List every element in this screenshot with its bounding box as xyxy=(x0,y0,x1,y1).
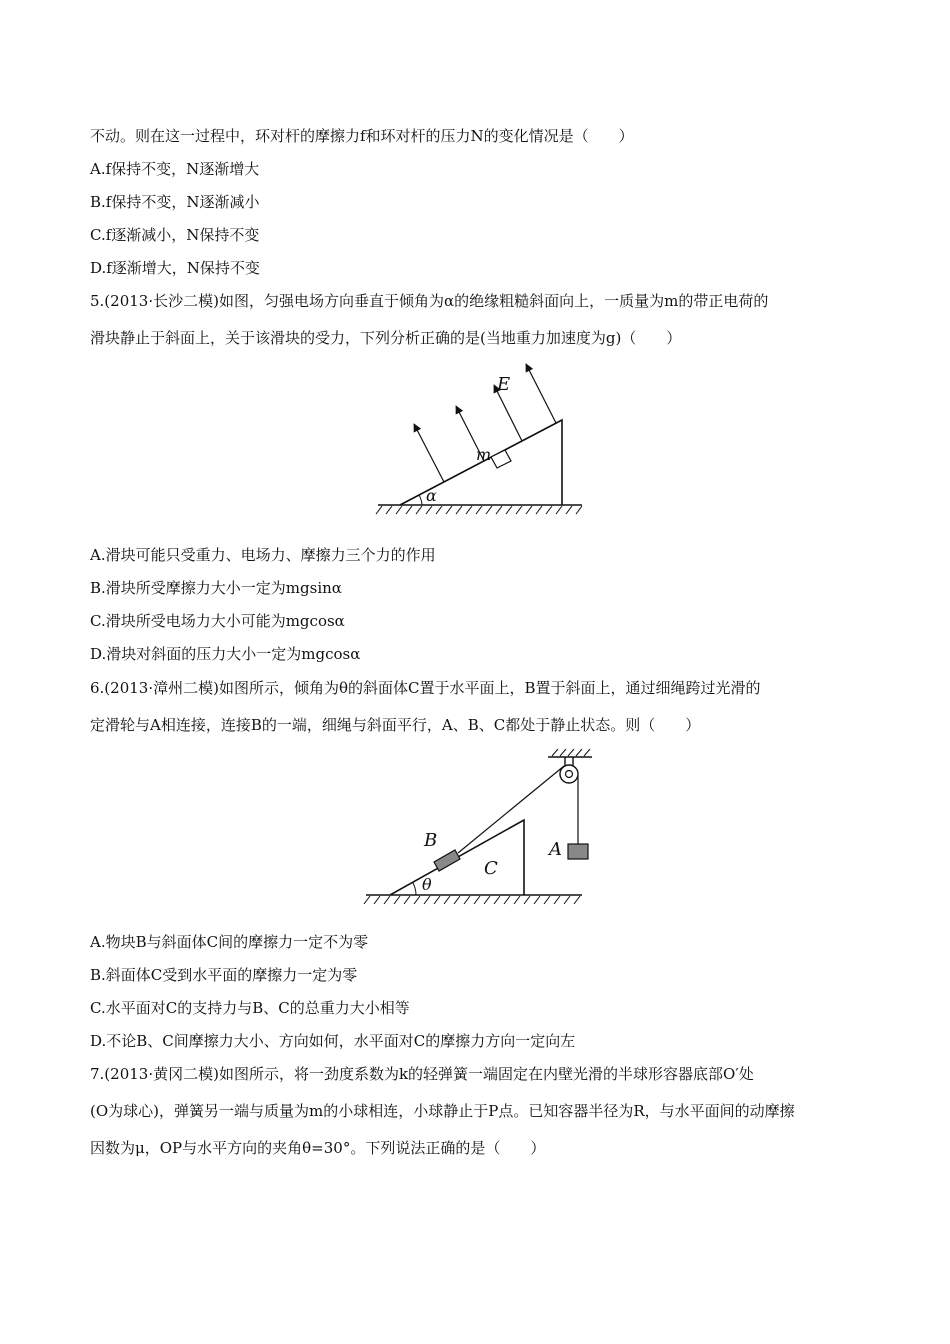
q6-option-d: D.不论B、C间摩擦力大小、方向如何，水平面对C的摩擦力方向一定向左 xyxy=(90,1032,576,1050)
q7-stem-line-1: 7.(2013·黄冈二模)如图所示，将一劲度系数为k的轻弹簧一端固定在内壁光滑的半球形容器底部O′处 xyxy=(90,1065,754,1083)
q5-label-m: m xyxy=(476,445,492,464)
q5-label-e: E xyxy=(497,374,511,395)
q6-option-a: A.物块B与斜面体C间的摩擦力一定不为零 xyxy=(90,933,369,951)
q6-stem-line-2: 定滑轮与A相连接，连接B的一端，细绳与斜面平行，A、B、C都处于静止状态。则（ ） xyxy=(90,716,701,734)
q4-option-d: D.f逐渐增大，N保持不变 xyxy=(90,259,260,277)
q6-label-a: A xyxy=(549,839,562,860)
q4-option-c: C.f逐渐减小，N保持不变 xyxy=(90,226,260,244)
q5-option-d: D.滑块对斜面的压力大小一定为mgcosα xyxy=(90,645,361,663)
q6-label-c: C xyxy=(484,858,498,879)
q6-label-b: B xyxy=(424,830,438,851)
q5-label-alpha: α xyxy=(426,486,437,505)
q4-option-a: A.f保持不变，N逐渐增大 xyxy=(90,160,260,178)
q6-stem-line-1: 6.(2013·漳州二模)如图所示，倾角为θ的斜面体C置于水平面上，B置于斜面上，通过细绳跨过光滑的 xyxy=(90,679,761,697)
q5-option-a: A.滑块可能只受重力、电场力、摩擦力三个力的作用 xyxy=(90,546,436,564)
q5-stem-line-2: 滑块静止于斜面上，关于该滑块的受力，下列分析正确的是(当地重力加速度为g)（ ） xyxy=(90,329,682,347)
q5-option-b: B.滑块所受摩擦力大小一定为mgsinα xyxy=(90,579,342,597)
q5-incline-figure xyxy=(370,358,590,523)
q6-option-b: B.斜面体C受到水平面的摩擦力一定为零 xyxy=(90,966,358,984)
q4-option-b: B.f保持不变，N逐渐减小 xyxy=(90,193,260,211)
q4-stem-tail: 不动。则在这一过程中，环对杆的摩擦力f和环对杆的压力N的变化情况是（ ） xyxy=(90,127,634,145)
q6-option-c: C.水平面对C的支持力与B、C的总重力大小相等 xyxy=(90,999,410,1017)
q6-pulley-figure xyxy=(360,745,600,910)
q6-label-theta: θ xyxy=(422,875,432,894)
q7-stem-line-3: 因数为μ，OP与水平方向的夹角θ=30°。下列说法正确的是（ ） xyxy=(90,1139,546,1157)
q5-option-c: C.滑块所受电场力大小可能为mgcosα xyxy=(90,612,345,630)
q5-stem-line-1: 5.(2013·长沙二模)如图，匀强电场方向垂直于倾角为α的绝缘粗糙斜面向上，一质量为m的带正电荷的 xyxy=(90,292,769,310)
q7-stem-line-2: (O为球心)，弹簧另一端与质量为m的小球相连，小球静止于P点。已知容器半径为R，与水平面间的动摩擦 xyxy=(90,1102,795,1120)
